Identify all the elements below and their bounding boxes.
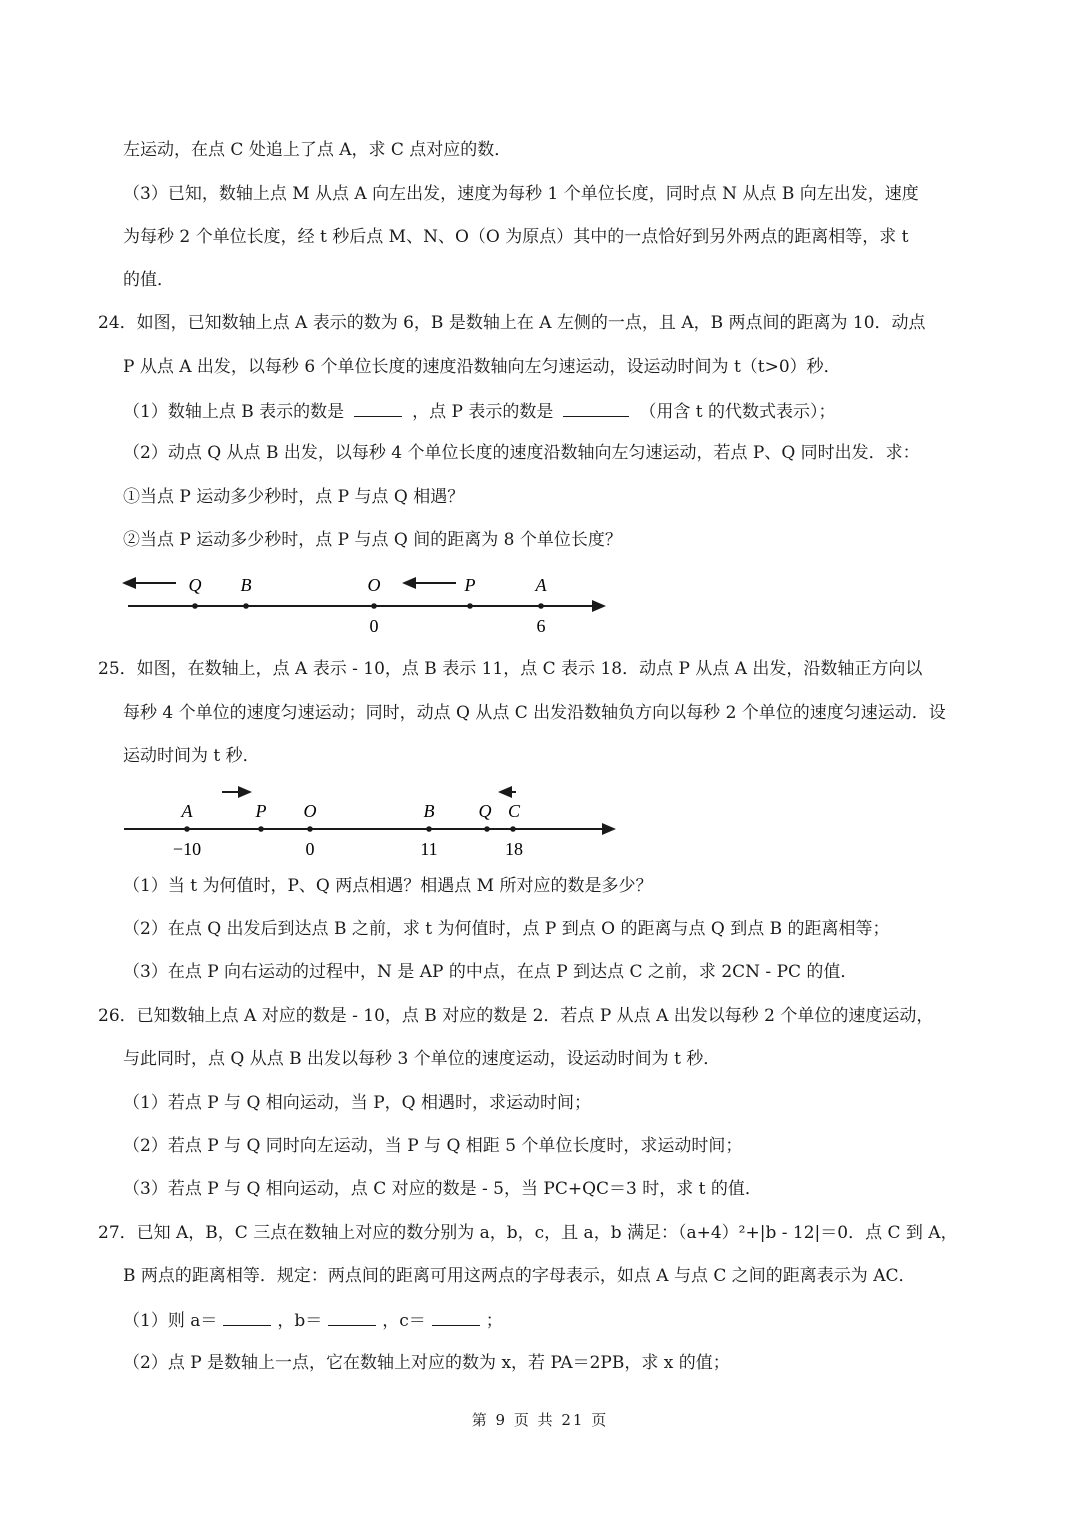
q26-part-3: （3）若点 P 与 Q 相向运动，点 C 对应的数是 - 5，当 PC+QC＝3 时，求 t 的值． [123, 1179, 762, 1199]
q25-part-2: （2）在点 Q 出发后到达点 B 之前，求 t 为何值时，点 P 到点 O 的距离与点 Q 到点 B 的距离相等； [123, 919, 890, 939]
q25-part-1: （1）当 t 为何值时，P、Q 两点相遇？相遇点 M 所对应的数是多少？ [123, 876, 653, 896]
q27-line-2: B 两点的距离相等．规定：两点间的距离可用这两点的字母表示，如点 A 与点 C 之间的距离表示为 AC． [123, 1266, 916, 1286]
axis-arrow-icon [592, 600, 606, 612]
q26-part-1: （1）若点 P 与 Q 相向运动，当 P，Q 相遇时，求运动时间； [123, 1093, 591, 1113]
q24-part-2: （2）动点 Q 从点 B 出发，以每秒 4 个单位长度的速度沿数轴向左匀速运动，若点 P、Q 同时出发．求： [123, 443, 920, 463]
point-O [307, 826, 313, 832]
number-line-figure-24 [118, 566, 613, 638]
q27-part-1-text-a: （1）则 a＝ [123, 1311, 218, 1331]
label-P: P [464, 575, 476, 595]
label-B: B [423, 801, 435, 821]
point-O [371, 603, 377, 609]
label-C: C [507, 801, 521, 821]
tick-label-6: 6 [536, 616, 546, 636]
point-Q [484, 826, 490, 832]
q25-part-3: （3）在点 P 向右运动的过程中，N 是 AP 的中点，在点 P 到达点 C 之前，求 2CN - PC 的值． [123, 962, 858, 982]
q27-part-1-text-c: ，c＝ [382, 1311, 426, 1331]
tick-label-11: 11 [420, 839, 438, 859]
label-P: P [255, 801, 267, 821]
label-A: A [535, 575, 547, 595]
q24-part-3: ①当点 P 运动多少秒时，点 P 与点 Q 相遇？ [123, 487, 465, 507]
q25-line-3: 运动时间为 t 秒． [123, 746, 260, 766]
q27-part-1 [123, 1307, 503, 1333]
answer-blank[interactable] [328, 1307, 376, 1326]
label-Q: Q [478, 801, 492, 821]
q24-line-1: 24．如图，已知数轴上点 A 表示的数为 6，B 是数轴上在 A 左侧的一点，且 A，B 两点间的距离为 10．动点 [98, 313, 926, 333]
label-O: O [303, 801, 317, 821]
q27-part-1-text-d: ； [485, 1311, 503, 1331]
q24-part-4: ②当点 P 运动多少秒时，点 P 与点 Q 间的距离为 8 个单位长度？ [123, 530, 622, 550]
tick-label-18: 18 [505, 839, 523, 859]
q24-part-1-text-a: （1）数轴上点 B 表示的数是 [123, 402, 345, 422]
q23-line-3: 为每秒 2 个单位长度，经 t 秒后点 M、N、O（O 为原点）其中的一点恰好到另外两点的距离相等，求 t [123, 227, 909, 247]
answer-blank[interactable] [563, 398, 629, 417]
tick-label-minus-10: −10 [172, 839, 202, 859]
label-B: B [240, 575, 252, 595]
point-A [538, 603, 544, 609]
arrow-left-head-icon [402, 577, 416, 589]
point-B [426, 826, 432, 832]
point-A [184, 826, 190, 832]
answer-blank[interactable] [432, 1307, 480, 1326]
label-A: A [181, 801, 193, 821]
q24-part-1-text-c: （用含 t 的代数式表示）； [639, 402, 836, 422]
point-B [243, 603, 249, 609]
arrow-left-head-icon [498, 786, 512, 798]
tick-label-0: 0 [369, 616, 379, 636]
q26-line-1: 26．已知数轴上点 A 对应的数是 - 10，点 B 对应的数是 2．若点 P 从点 A 出发以每秒 2 个单位的速度运动， [98, 1006, 934, 1026]
point-P [258, 826, 264, 832]
answer-blank[interactable] [223, 1307, 271, 1326]
q27-line-1: 27．已知 A，B，C 三点在数轴上对应的数分别为 a，b，c，且 a，b 满足：（a+4）²+|b - 12|＝0．点 C 到 A， [98, 1223, 958, 1243]
q27-part-1-text-b: ，b＝ [277, 1311, 323, 1331]
point-P [467, 603, 473, 609]
q24-part-1 [123, 398, 836, 424]
q24-line-2: P 从点 A 出发，以每秒 6 个单位长度的速度沿数轴向左匀速运动，设运动时间为 t（t>0）秒． [123, 357, 841, 377]
point-Q [192, 603, 198, 609]
number-line-figure-25 [118, 780, 623, 862]
q26-part-2: （2）若点 P 与 Q 同时向左运动，当 P 与 Q 相距 5 个单位长度时，求运动时间； [123, 1136, 743, 1156]
q23-line-1: 左运动，在点 C 处追上了点 A，求 C 点对应的数． [123, 140, 512, 160]
q25-line-2: 每秒 4 个单位的速度匀速运动；同时，动点 Q 从点 C 出发沿数轴负方向以每秒 2 个单位的速度匀速运动．设 [123, 703, 946, 723]
q23-line-4: 的值． [123, 270, 174, 290]
page-footer: 第 9 页 共 21 页 [471, 1411, 609, 1429]
q26-line-2: 与此同时，点 Q 从点 B 出发以每秒 3 个单位的速度运动，设运动时间为 t 秒． [123, 1049, 721, 1069]
q27-part-2: （2）点 P 是数轴上一点，它在数轴上对应的数为 x，若 PA＝2PB，求 x 的值； [123, 1353, 730, 1373]
q25-line-1: 25．如图，在数轴上，点 A 表示 - 10，点 B 表示 11，点 C 表示 18．动点 P 从点 A 出发，沿数轴正方向以 [98, 659, 923, 679]
label-Q: Q [188, 575, 202, 595]
q24-part-1-text-b: ，点 P 表示的数是 [412, 402, 554, 422]
q23-line-2: （3）已知，数轴上点 M 从点 A 向左出发，速度为每秒 1 个单位长度，同时点 N 从点 B 向左出发，速度 [123, 184, 919, 204]
label-O: O [367, 575, 381, 595]
answer-blank[interactable] [354, 398, 402, 417]
point-C [510, 826, 516, 832]
axis-arrow-icon [602, 823, 616, 835]
arrow-right-head-icon [238, 786, 252, 798]
arrow-left-head-icon [122, 577, 136, 589]
tick-label-0: 0 [305, 839, 315, 859]
